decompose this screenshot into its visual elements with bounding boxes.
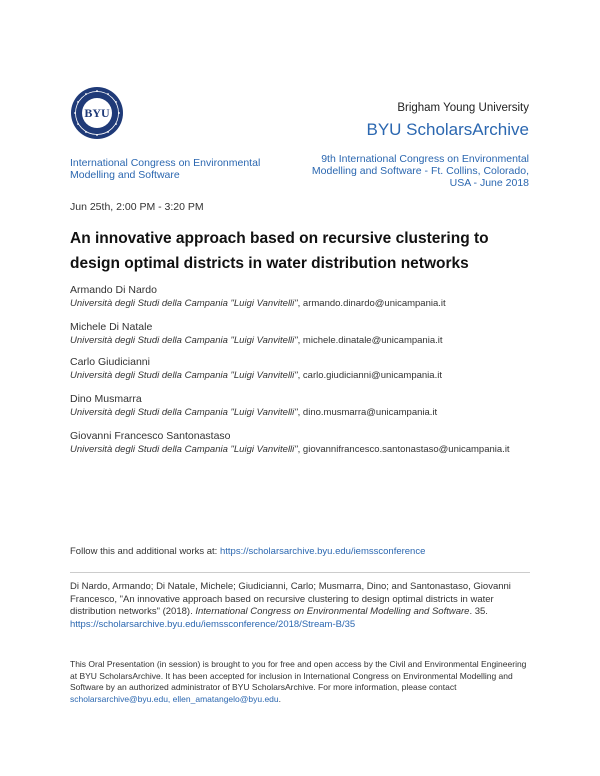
author-block [70,430,540,456]
citation-journal: International Congress on Environmental Modelling and Software [195,606,470,617]
citation [70,581,532,631]
author-name: Armando Di Nardo [70,284,157,296]
follow-text: Follow this and additional works at: [70,546,220,557]
author-name: Michele Di Natale [70,321,153,333]
author-block [70,356,540,382]
author-email: , carlo.giudicianni@unicampania.it [297,370,442,381]
affiliation-text: Università degli Studi della Campania "Luigi Vanvitelli" [70,335,298,346]
author-block [70,393,540,419]
author-name: Dino Musmarra [70,393,142,405]
author-affiliation [70,297,540,310]
citation-link[interactable]: https://scholarsarchive.byu.edu/iemssconference/2018/Stream-B/35 [70,618,356,630]
author-email: , giovannifrancesco.santonastaso@unicampania.it [297,444,510,455]
logo-text: BYU [84,106,110,120]
author-block [70,284,540,310]
university-name: Brigham Young University [397,102,529,114]
author-affiliation [70,443,540,456]
conference-link-right[interactable]: 9th International Congress on Environmental Modelling and Software - Ft. Collins, Colorado, USA - June 2018 [311,153,529,189]
author-name: Giovanni Francesco Santonastaso [70,430,231,442]
affiliation-text: Università degli Studi della Campania "Luigi Vanvitelli" [70,298,298,309]
follow-link[interactable]: https://scholarsarchive.byu.edu/iemssconference [219,546,426,557]
follow-line [70,546,425,557]
contact-text: This Oral Presentation (in session) is brought to you for free and open access by the Civil and Environmental Engineering at BYU ScholarsArchive. It has been accepted for inclusion in International Congress on Environmental Modelling and Software by an authorized administrator of BYU ScholarsArchive. For more information, please contact [70,659,527,692]
archive-link[interactable]: BYU ScholarsArchive [366,120,529,139]
citation-text: Di Nardo, Armando; Di Natale, Michele; Giudicianni, Carlo; Musmarra, Dino; and Santonastaso, Giovanni Francesco, "An innovative approach based on recursive clustering to design optimal districts in water distribution networks" (2018). [70,581,511,617]
affiliation-text: Università degli Studi della Campania "Luigi Vanvitelli" [70,444,298,455]
author-affiliation [70,334,540,347]
author-affiliation [70,406,540,419]
contact-notice [70,659,532,705]
author-affiliation [70,369,540,382]
paper-title: An innovative approach based on recursive clustering to design optimal districts in water distribution networks [70,230,489,272]
conference-link-left[interactable]: International Congress on Environmental Modelling and Software [70,157,261,181]
author-email: , armando.dinardo@unicampania.it [297,298,446,309]
byu-logo [70,86,124,140]
affiliation-text: Università degli Studi della Campania "Luigi Vanvitelli" [70,370,298,381]
citation-suffix: . 35. [469,606,488,617]
affiliation-text: Università degli Studi della Campania "Luigi Vanvitelli" [70,407,298,418]
contact-end: . [278,693,282,704]
session-date: Jun 25th, 2:00 PM - 3:20 PM [70,201,204,213]
author-email: , dino.musmarra@unicampania.it [297,407,438,418]
author-name: Carlo Giudicianni [70,356,150,368]
byu-seal-icon [70,86,124,140]
contact-link[interactable]: scholarsarchive@byu.edu, ellen_amatangelo@byu.edu [70,693,279,704]
divider [70,572,530,573]
author-block [70,321,540,347]
author-email: , michele.dinatale@unicampania.it [297,335,443,346]
